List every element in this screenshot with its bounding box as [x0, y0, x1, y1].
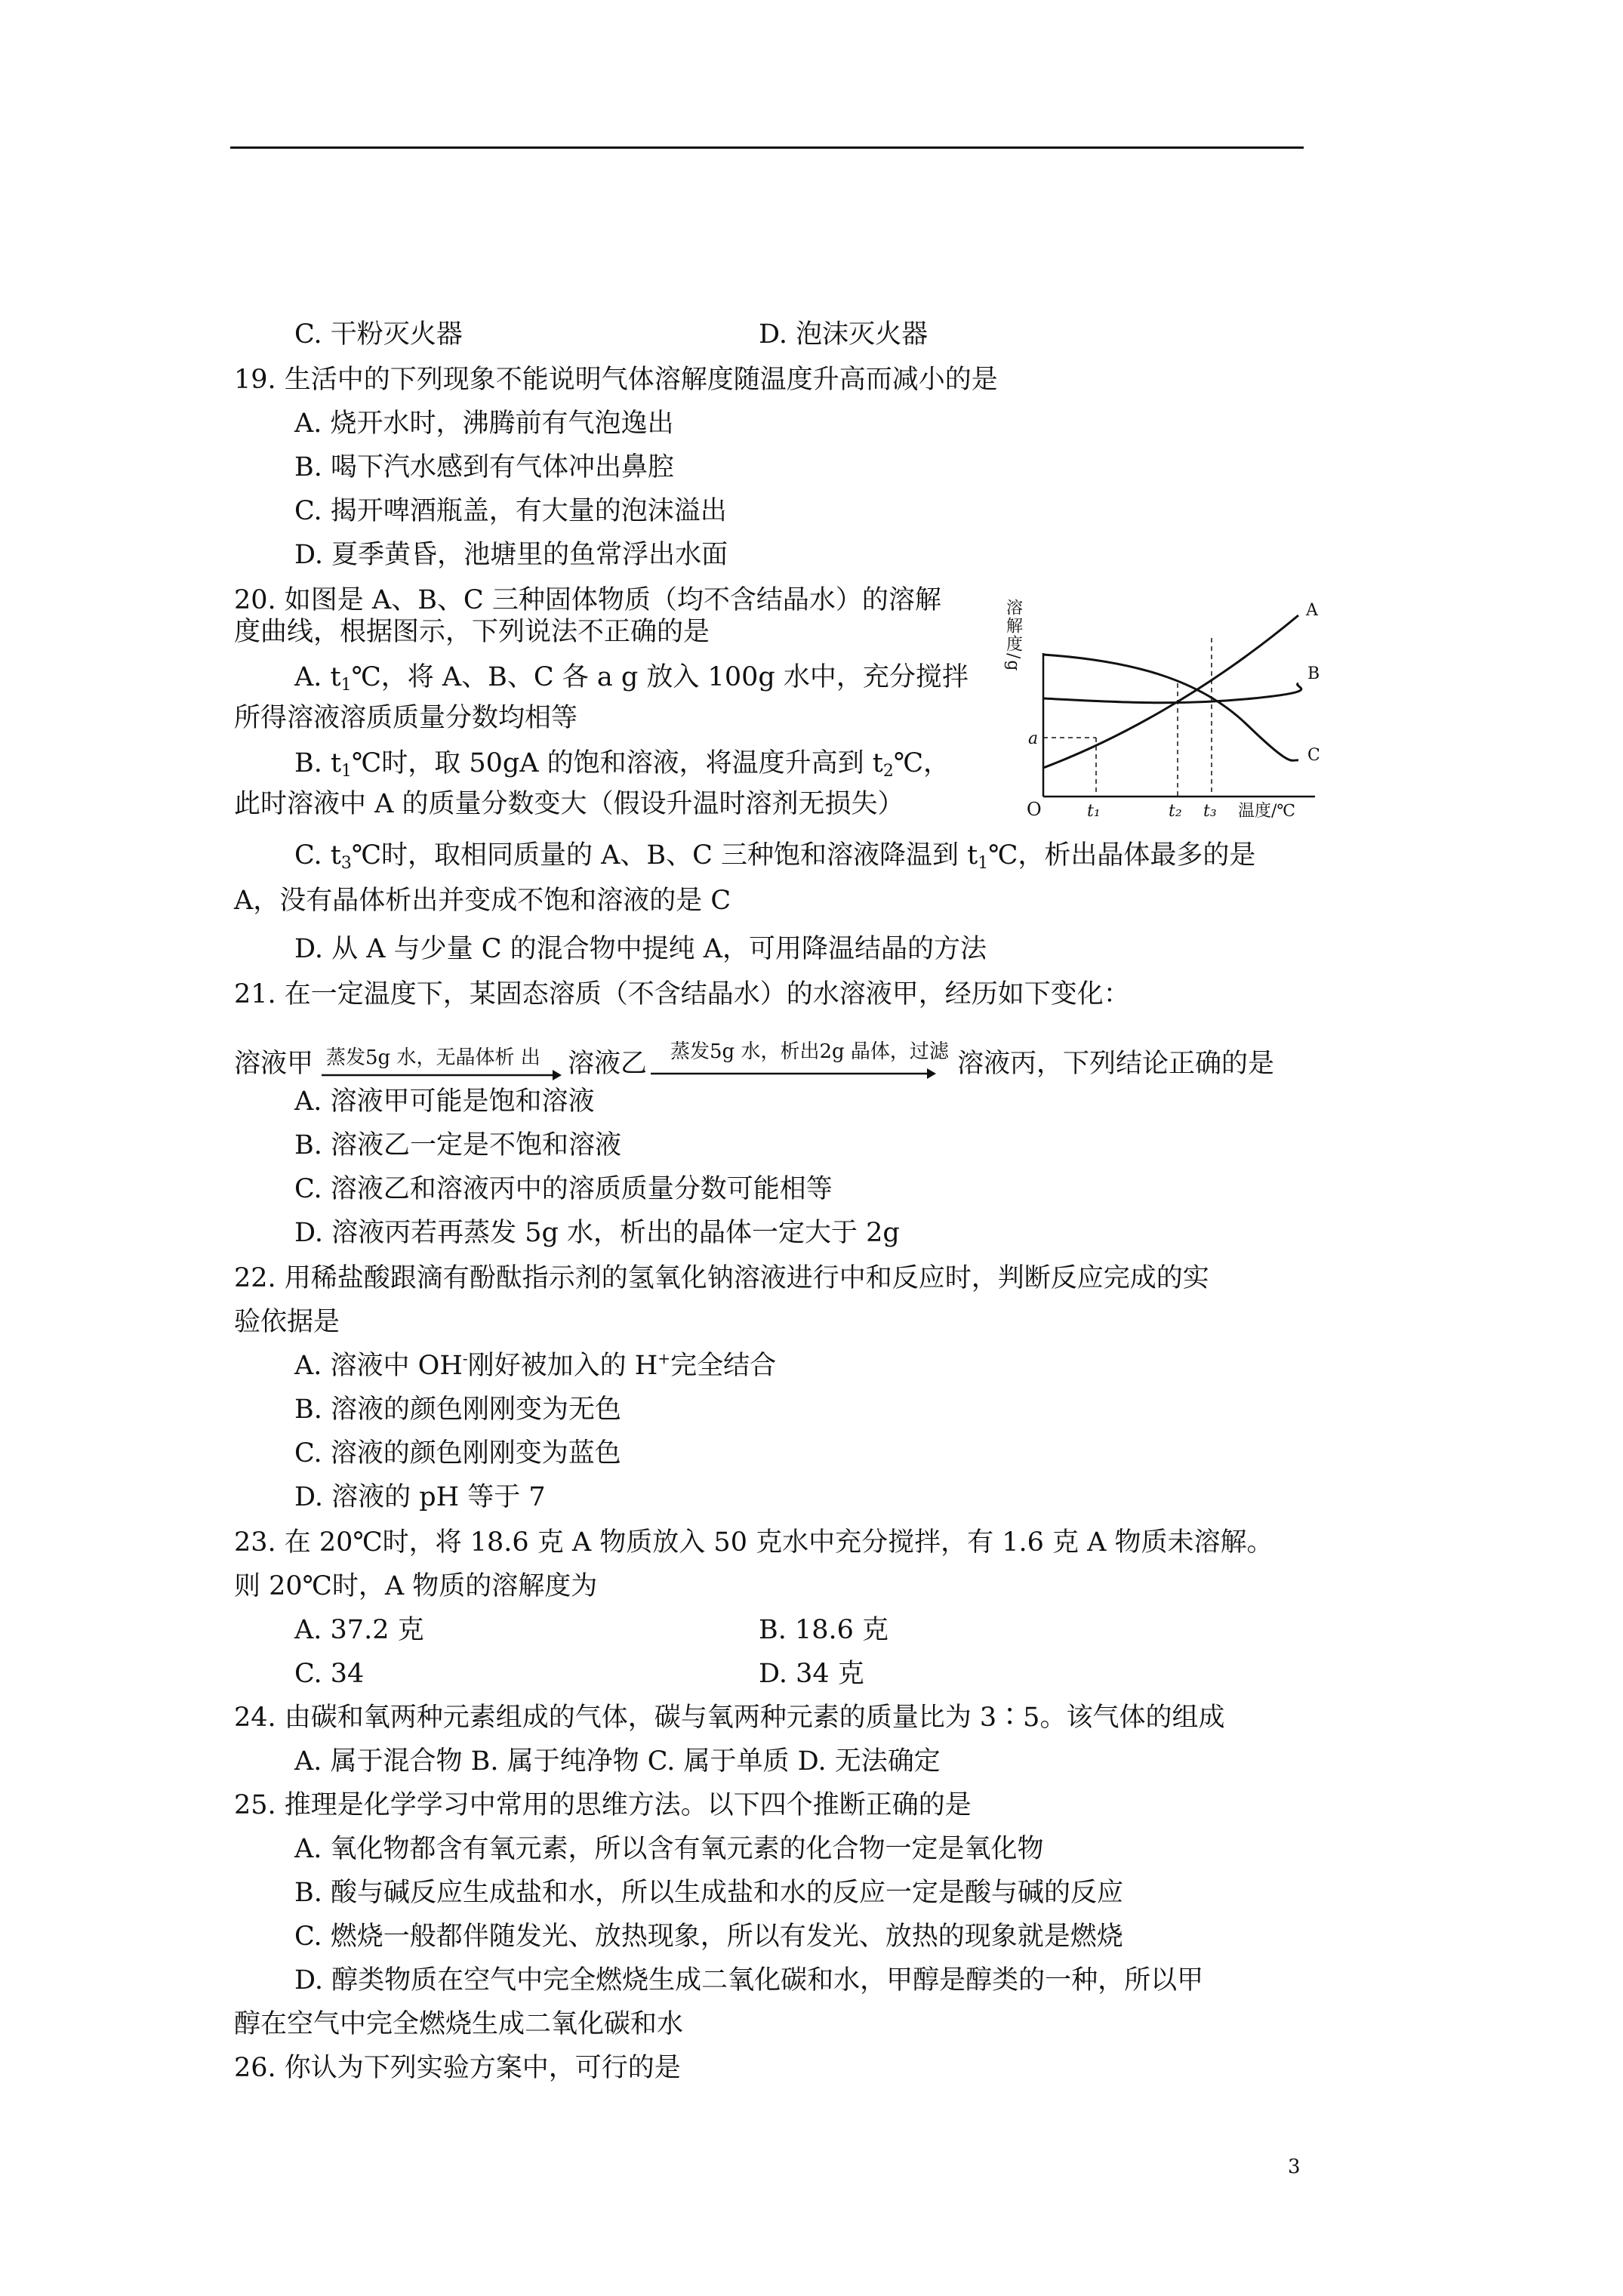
q23-option-d: D. 34 克: [759, 1659, 864, 1689]
q22-stem-line2: 验依据是: [234, 1307, 340, 1337]
q20-option-d: D. 从 A 与少量 C 的混合物中提纯 A，可用降温结晶的方法: [294, 934, 987, 964]
a-tick-label: a: [1028, 729, 1039, 748]
q20-option-b-line1: B. $t_1℃$时，取 50gA 的饱和溶液，将温度升高到 $t_2℃$，: [294, 748, 950, 781]
q19-stem: 19. 生活中的下列现象不能说明气体溶解度随温度升高而减小的是: [234, 365, 998, 395]
q20-option-c-line2: A，没有晶体析出并变成不饱和溶液的是 C: [234, 886, 731, 916]
q21-solution-yi: 溶液乙: [568, 1049, 648, 1079]
q19-option-b: B. 喝下汽水感到有气体冲出鼻腔: [294, 452, 674, 482]
solubility-curve-figure: [1003, 578, 1329, 827]
q21-option-d: D. 溶液丙若再蒸发 5g 水，析出的晶体一定大于 2g: [294, 1218, 900, 1248]
q21-arrow1: [322, 1068, 562, 1083]
q25-option-b: B. 酸与碱反应生成盐和水，所以生成盐和水的反应一定是酸与碱的反应: [294, 1878, 1123, 1908]
y-axis-label: 溶解度/g: [1003, 599, 1023, 673]
curve-b-label: B: [1307, 664, 1320, 683]
origin-label: O: [1027, 799, 1042, 820]
q22-option-b: B. 溶液的颜色刚刚变为无色: [294, 1395, 621, 1425]
q20-stem-line2: 度曲线，根据图示，下列说法不正确的是: [234, 617, 710, 647]
q18-option-c: C. 干粉灭火器: [294, 319, 463, 350]
curve-c-label: C: [1307, 746, 1320, 765]
q21-option-a: A. 溶液甲可能是饱和溶液: [294, 1086, 595, 1117]
q25-option-a: A. 氧化物都含有氧元素，所以含有氧元素的化合物一定是氧化物: [294, 1834, 1044, 1864]
q22-option-c: C. 溶液的颜色刚刚变为蓝色: [294, 1438, 621, 1469]
header-rule: [230, 146, 1304, 149]
q23-option-c: C. 34: [294, 1659, 365, 1689]
page-number: 3: [1288, 2156, 1301, 2178]
q24-stem: 24. 由碳和氧两种元素组成的气体，碳与氧两种元素的质量比为 3∶5。该气体的组成: [234, 1703, 1225, 1733]
q21-solution-jia: 溶液甲: [234, 1049, 314, 1079]
q20-option-c-line1: C. $t_3℃$时，取相同质量的 A、B、C 三种饱和溶液降温到 $t_1℃$，析出晶体最多的是: [294, 840, 1256, 873]
q26-stem: 26. 你认为下列实验方案中，可行的是: [234, 2053, 681, 2083]
q23-option-b: B. 18.6 克: [759, 1615, 889, 1645]
curve-a: [1043, 615, 1298, 768]
q19-option-d: D. 夏季黄昏，池塘里的鱼常浮出水面: [294, 540, 728, 570]
q19-option-c: C. 揭开啤酒瓶盖，有大量的泡沫溢出: [294, 496, 727, 526]
q19-option-a: A. 烧开水时，沸腾前有气泡逸出: [294, 408, 674, 439]
q21-arrow2: [651, 1066, 938, 1081]
q25-option-d-line1: D. 醇类物质在空气中完全燃烧生成二氧化碳和水，甲醇是醇类的一种，所以甲: [294, 1965, 1204, 1996]
q23-option-a: A. 37.2 克: [294, 1615, 424, 1645]
q25-option-d-line2: 醇在空气中完全燃烧生成二氧化碳和水: [234, 2009, 684, 2039]
q25-stem: 25. 推理是化学学习中常用的思维方法。以下四个推断正确的是: [234, 1790, 972, 1820]
q22-option-a: A. 溶液中 OH-刚好被加入的 H+完全结合: [294, 1349, 777, 1381]
q23-stem-line1: 23. 在 20℃时，将 18.6 克 A 物质放入 50 克水中充分搅拌，有 1.6 克 A 物质未溶解。: [234, 1527, 1273, 1558]
curve-b: [1043, 683, 1301, 703]
q23-stem-line2: 则 20℃时，A 物质的溶解度为: [234, 1571, 598, 1601]
q21-arrow2-label: 蒸发5g 水，析出2g 晶体，过滤: [670, 1040, 949, 1063]
curve-a-label: A: [1306, 601, 1318, 620]
q25-option-c: C. 燃烧一般都伴随发光、放热现象，所以有发光、放热的现象就是燃烧: [294, 1922, 1123, 1952]
q22-stem-line1: 22. 用稀盐酸跟滴有酚酞指示剂的氢氧化钠溶液进行中和反应时，判断反应完成的实: [234, 1263, 1209, 1293]
q21-option-b: B. 溶液乙一定是不饱和溶液: [294, 1130, 621, 1160]
t3-tick-label: t₃: [1203, 802, 1217, 821]
q20-stem-line1: 20. 如图是 A、B、C 三种固体物质（均不含结晶水）的溶解: [234, 585, 941, 615]
q18-option-d: D. 泡沫灭火器: [759, 319, 929, 350]
q22-option-d: D. 溶液的 pH 等于 7: [294, 1482, 546, 1512]
q20-option-b-line2: 此时溶液中 A 的质量分数变大（假设升温时溶剂无损失）: [234, 789, 904, 819]
q20-option-a-line1: A. $t_1℃$，将 A、B、C 各 a g 放入 100g 水中，充分搅拌: [294, 662, 969, 695]
q20-option-a-line2: 所得溶液溶质质量分数均相等: [234, 703, 578, 733]
t2-tick-label: t₂: [1169, 802, 1182, 821]
q21-stem: 21. 在一定温度下，某固态溶质（不含结晶水）的水溶液甲，经历如下变化：: [234, 979, 1130, 1009]
q21-arrow1-label: 蒸发5g 水，无晶体析 出: [326, 1046, 540, 1069]
q24-options: A. 属于混合物 B. 属于纯净物 C. 属于单质 D. 无法确定: [294, 1746, 941, 1777]
q21-option-c: C. 溶液乙和溶液丙中的溶质质量分数可能相等: [294, 1174, 833, 1204]
curve-c: [1043, 655, 1298, 760]
x-axis-label: 温度/℃: [1238, 802, 1296, 821]
t1-tick-label: t₁: [1087, 802, 1101, 821]
q21-solution-bing: 溶液丙，下列结论正确的是: [957, 1049, 1275, 1079]
